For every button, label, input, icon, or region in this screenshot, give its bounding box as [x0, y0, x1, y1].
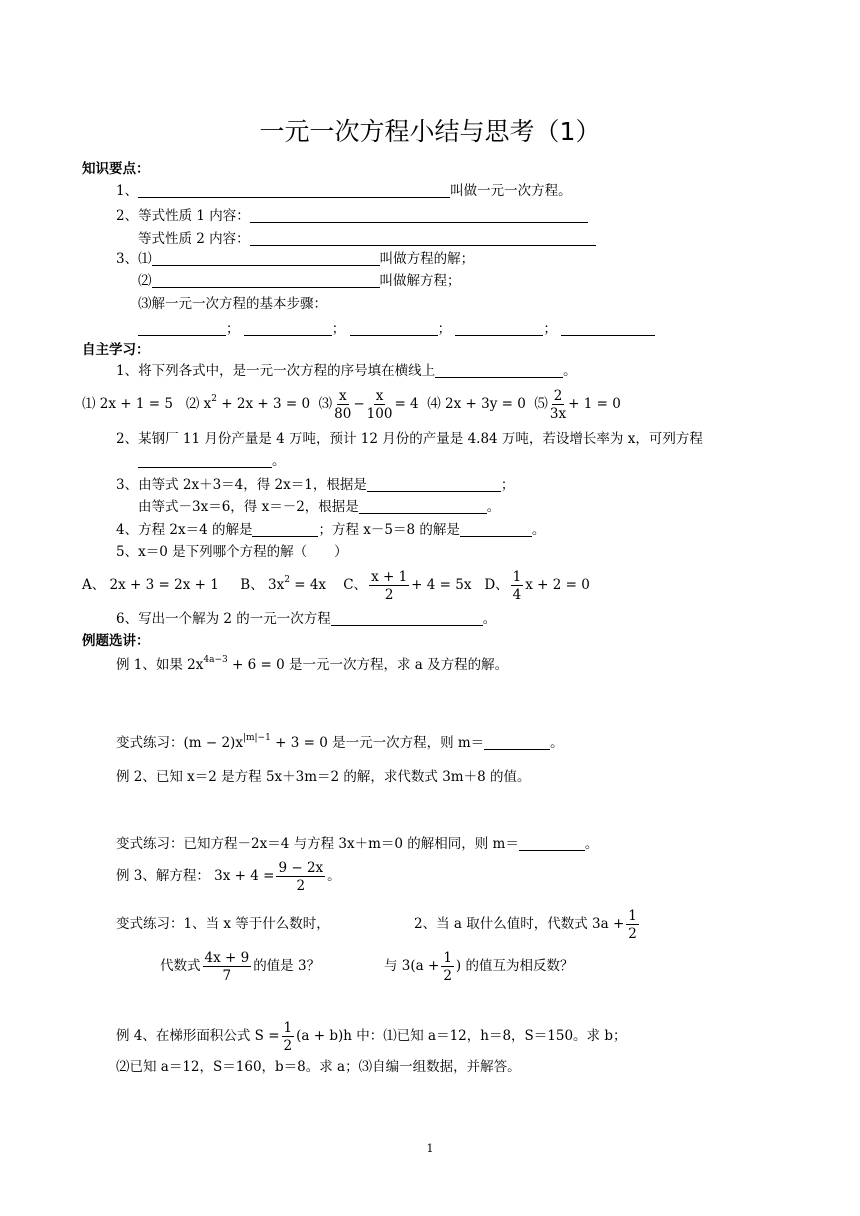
section-heading-examples: 例题选讲： — [82, 633, 150, 649]
self-study-q4: 4、方程 2x＝4 的解是 ；方程 x－5＝8 的解是 。 — [116, 522, 546, 538]
knowledge-item-1: 1、 叫做一元一次方程。 — [116, 183, 572, 199]
fraction: $\frac{1}{2}$ — [628, 907, 637, 942]
fraction: $\frac{x + 1}{2}$ — [371, 568, 408, 603]
section-heading-knowledge: 知识要点： — [82, 161, 150, 177]
variant-3-q1-cont: 代数式 $\frac{4x + 9}{7}$ 的值是 3？ — [160, 949, 321, 984]
fill-blank[interactable] — [244, 320, 332, 336]
fraction: $\frac{x}{100}$ — [366, 387, 393, 422]
variant-1: 变式练习：$(m - 2)x^{|m|-1} + 3 = 0$ 是一元一次方程，则 m＝ 。 — [116, 733, 564, 751]
fraction: $\frac{x}{80}$ — [334, 387, 352, 422]
fill-blank[interactable] — [561, 320, 655, 336]
example-1: 例 1、如果 $2x^{4a-3} + 6 = 0$ 是一元一次方程，求 a 及方程的解。 — [116, 655, 509, 673]
variant-3-q2: 2、当 a 取什么值时，代数式 3a + $\frac{1}{2}$ — [414, 907, 637, 942]
example-3: 例 3、解方程： 3x + 4 = $\frac{9 - 2x}{2}$ 。 — [116, 859, 341, 894]
fill-blank[interactable] — [484, 734, 550, 750]
knowledge-item-2b: 等式性质 2 内容： — [138, 230, 596, 248]
variant-3-q2-cont: 与 3(a + $\frac{1}{2}$ ) 的值互为相反数？ — [384, 949, 574, 984]
example-4: 例 4、在梯形面积公式 S = $\frac{1}{2}$ (a + b)h 中：⑴已知 a＝12，h＝8，S＝150。求 b； — [116, 1019, 627, 1054]
fill-blank[interactable] — [152, 272, 380, 288]
knowledge-item-2a: 2、等式性质 1 内容： — [116, 207, 588, 225]
self-study-q2-blank: 。 — [138, 452, 286, 470]
q1-options: ⑴ 2x + 1 = 5 ⑵ $x^2 + 2x + 3 = 0$ ⑶ $\frac{x}{80}$ − $\frac{x}{100}$ = 4 ⑷ 2x + 3y = 0 ⑸ $\frac{2}{3x}$ + 1 = 0 — [82, 387, 621, 422]
example-2: 例 2、已知 x＝2 是方程 5x＋3m＝2 的解，求代数式 3m＋8 的值。 — [116, 769, 531, 785]
fraction: $\frac{9 - 2x}{2}$ — [278, 859, 324, 894]
fill-blank[interactable] — [367, 476, 501, 492]
fraction: $\frac{4x + 9}{7}$ — [204, 949, 250, 984]
fill-blank[interactable] — [519, 835, 585, 851]
fill-blank[interactable] — [435, 362, 563, 378]
fraction: $\frac{1}{4}$ — [512, 568, 522, 603]
variant-3-q1: 变式练习：1、当 x 等于什么数时， — [116, 916, 330, 932]
knowledge-item-3-2: ⑵ 叫做解方程； — [138, 273, 461, 289]
self-study-q5: 5、x＝0 是下列哪个方程的解（ ） — [116, 544, 348, 560]
fill-blank[interactable] — [138, 320, 226, 336]
variant-2: 变式练习：已知方程－2x＝4 与方程 3x＋m＝0 的解相同，则 m＝ 。 — [116, 836, 599, 852]
steps-blanks: ； ； ； ； — [138, 320, 655, 338]
fill-blank[interactable] — [250, 207, 588, 223]
fill-blank[interactable] — [331, 610, 483, 626]
fill-blank[interactable] — [460, 521, 532, 537]
fill-blank[interactable] — [138, 182, 450, 198]
self-study-q1: 1、将下列各式中，是一元一次方程的序号填在横线上 。 — [116, 363, 577, 379]
fill-blank[interactable] — [250, 230, 596, 246]
knowledge-item-3-3: ⑶解一元一次方程的基本步骤： — [138, 296, 327, 312]
fill-blank[interactable] — [138, 452, 272, 468]
q5-options: A、 2x + 3 = 2x + 1 B、 $3x^2 = 4x$ C、 $\frac{x + 1}{2}$ + 4 = 5x D、 $\frac{1}{4}$ x + 2 = 0 — [82, 568, 590, 603]
fill-blank[interactable] — [359, 498, 487, 514]
knowledge-item-3-1: 3、⑴ 叫做方程的解； — [116, 251, 475, 267]
fill-blank[interactable] — [455, 320, 543, 336]
self-study-q3a: 3、由等式 2x＋3＝4，得 2x＝1，根据是 ； — [116, 477, 515, 493]
fill-blank[interactable] — [350, 320, 438, 336]
fill-blank[interactable] — [152, 250, 380, 266]
self-study-q2: 2、某钢厂 11 月份产量是 4 万吨，预计 12 月份的产量是 4.84 万吨，若设增长率为 x，可列方程 — [116, 431, 703, 447]
example-4-line2: ⑵已知 a＝12，S＝160，b＝8。求 a；⑶自编一组数据，并解答。 — [116, 1059, 521, 1075]
fraction: $\frac{1}{2}$ — [283, 1019, 293, 1054]
self-study-q3b: 由等式－3x＝6，得 x＝－2，根据是 。 — [138, 499, 501, 515]
page-number: 1 — [426, 1142, 434, 1155]
fraction: $\frac{1}{2}$ — [443, 949, 452, 984]
fraction: $\frac{2}{3x}$ — [549, 387, 567, 422]
fill-blank[interactable] — [252, 521, 318, 537]
self-study-q6: 6、写出一个解为 2 的一元一次方程 。 — [116, 611, 497, 627]
section-heading-self-study: 自主学习： — [82, 342, 150, 358]
page-title: 一元一次方程小结与思考（1） — [259, 117, 601, 146]
